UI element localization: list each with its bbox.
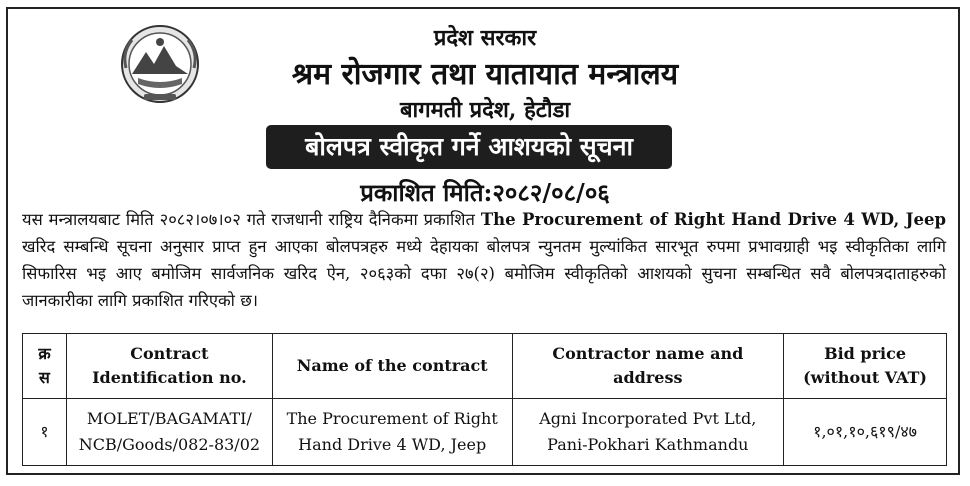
cell-bid-price: १,०१,१०,६१९/४७ <box>784 399 947 466</box>
notice-body-part1: यस मन्त्रालयबाट मिति २०८२।०७।०२ गते राजधानी राष्ट्रिय दैनिकमा प्रकाशित <box>22 210 481 229</box>
table-row <box>23 399 947 466</box>
notice-body-procurement-title: The Procurement of Right Hand Drive 4 WD, Jeep <box>480 210 946 229</box>
cell-contractor: Agni Incorporated Pvt Ltd, Pani-Pokhari Kathmandu <box>512 399 784 466</box>
notice-title-banner: बोलपत्र स्वीकृत गर्ने आशयको सूचना <box>266 125 672 169</box>
header-contract-name: Name of the contract <box>272 334 512 399</box>
cell-contract-name: The Procurement of Right Hand Drive 4 WD, Jeep <box>272 399 512 466</box>
ministry-title: श्रम रोजगार तथा यातायात मन्त्रालय <box>291 57 679 92</box>
header-contractor: Contractor name and address <box>512 334 784 399</box>
notice-body <box>22 206 946 314</box>
cell-contract-id: MOLET/BAGAMATI/ NCB/Goods/082-83/02 <box>66 399 272 466</box>
ministry-location: बागमती प्रदेश, हेटौडा <box>399 97 571 123</box>
contract-table <box>22 333 947 466</box>
government-title: प्रदेश सरकार <box>433 25 537 51</box>
table-header-row <box>23 334 947 399</box>
published-date: प्रकाशित मिति:२०८२/०८/०६ <box>360 178 610 207</box>
notice-body-part2: खरिद सम्बन्धि सूचना अनुसार प्राप्त हुन आएका बोलपत्रहरु मध्ये देहायका बोलपत्र न्युनतम मुल्यांकित सारभूत रुपमा प्रभावग्राही भइ स्वीकृतिका लागि सिफारिस भइ आए बमोजिम सार्वजनिक खरिद ऐन, २०६३को दफा २७(२) बमोजिम स्वीकृतिको आशयको सुचना सम्बन्धित सवै बोलपत्रदाताहरुको जानकारीका लागि प्रकाशित गरिएको छ। <box>22 237 946 310</box>
header-serial-number: क्र स <box>23 334 67 399</box>
header-contract-id: Contract Identification no. <box>66 334 272 399</box>
header-bid-price: Bid price (without VAT) <box>784 334 947 399</box>
cell-serial-number: १ <box>23 399 67 466</box>
